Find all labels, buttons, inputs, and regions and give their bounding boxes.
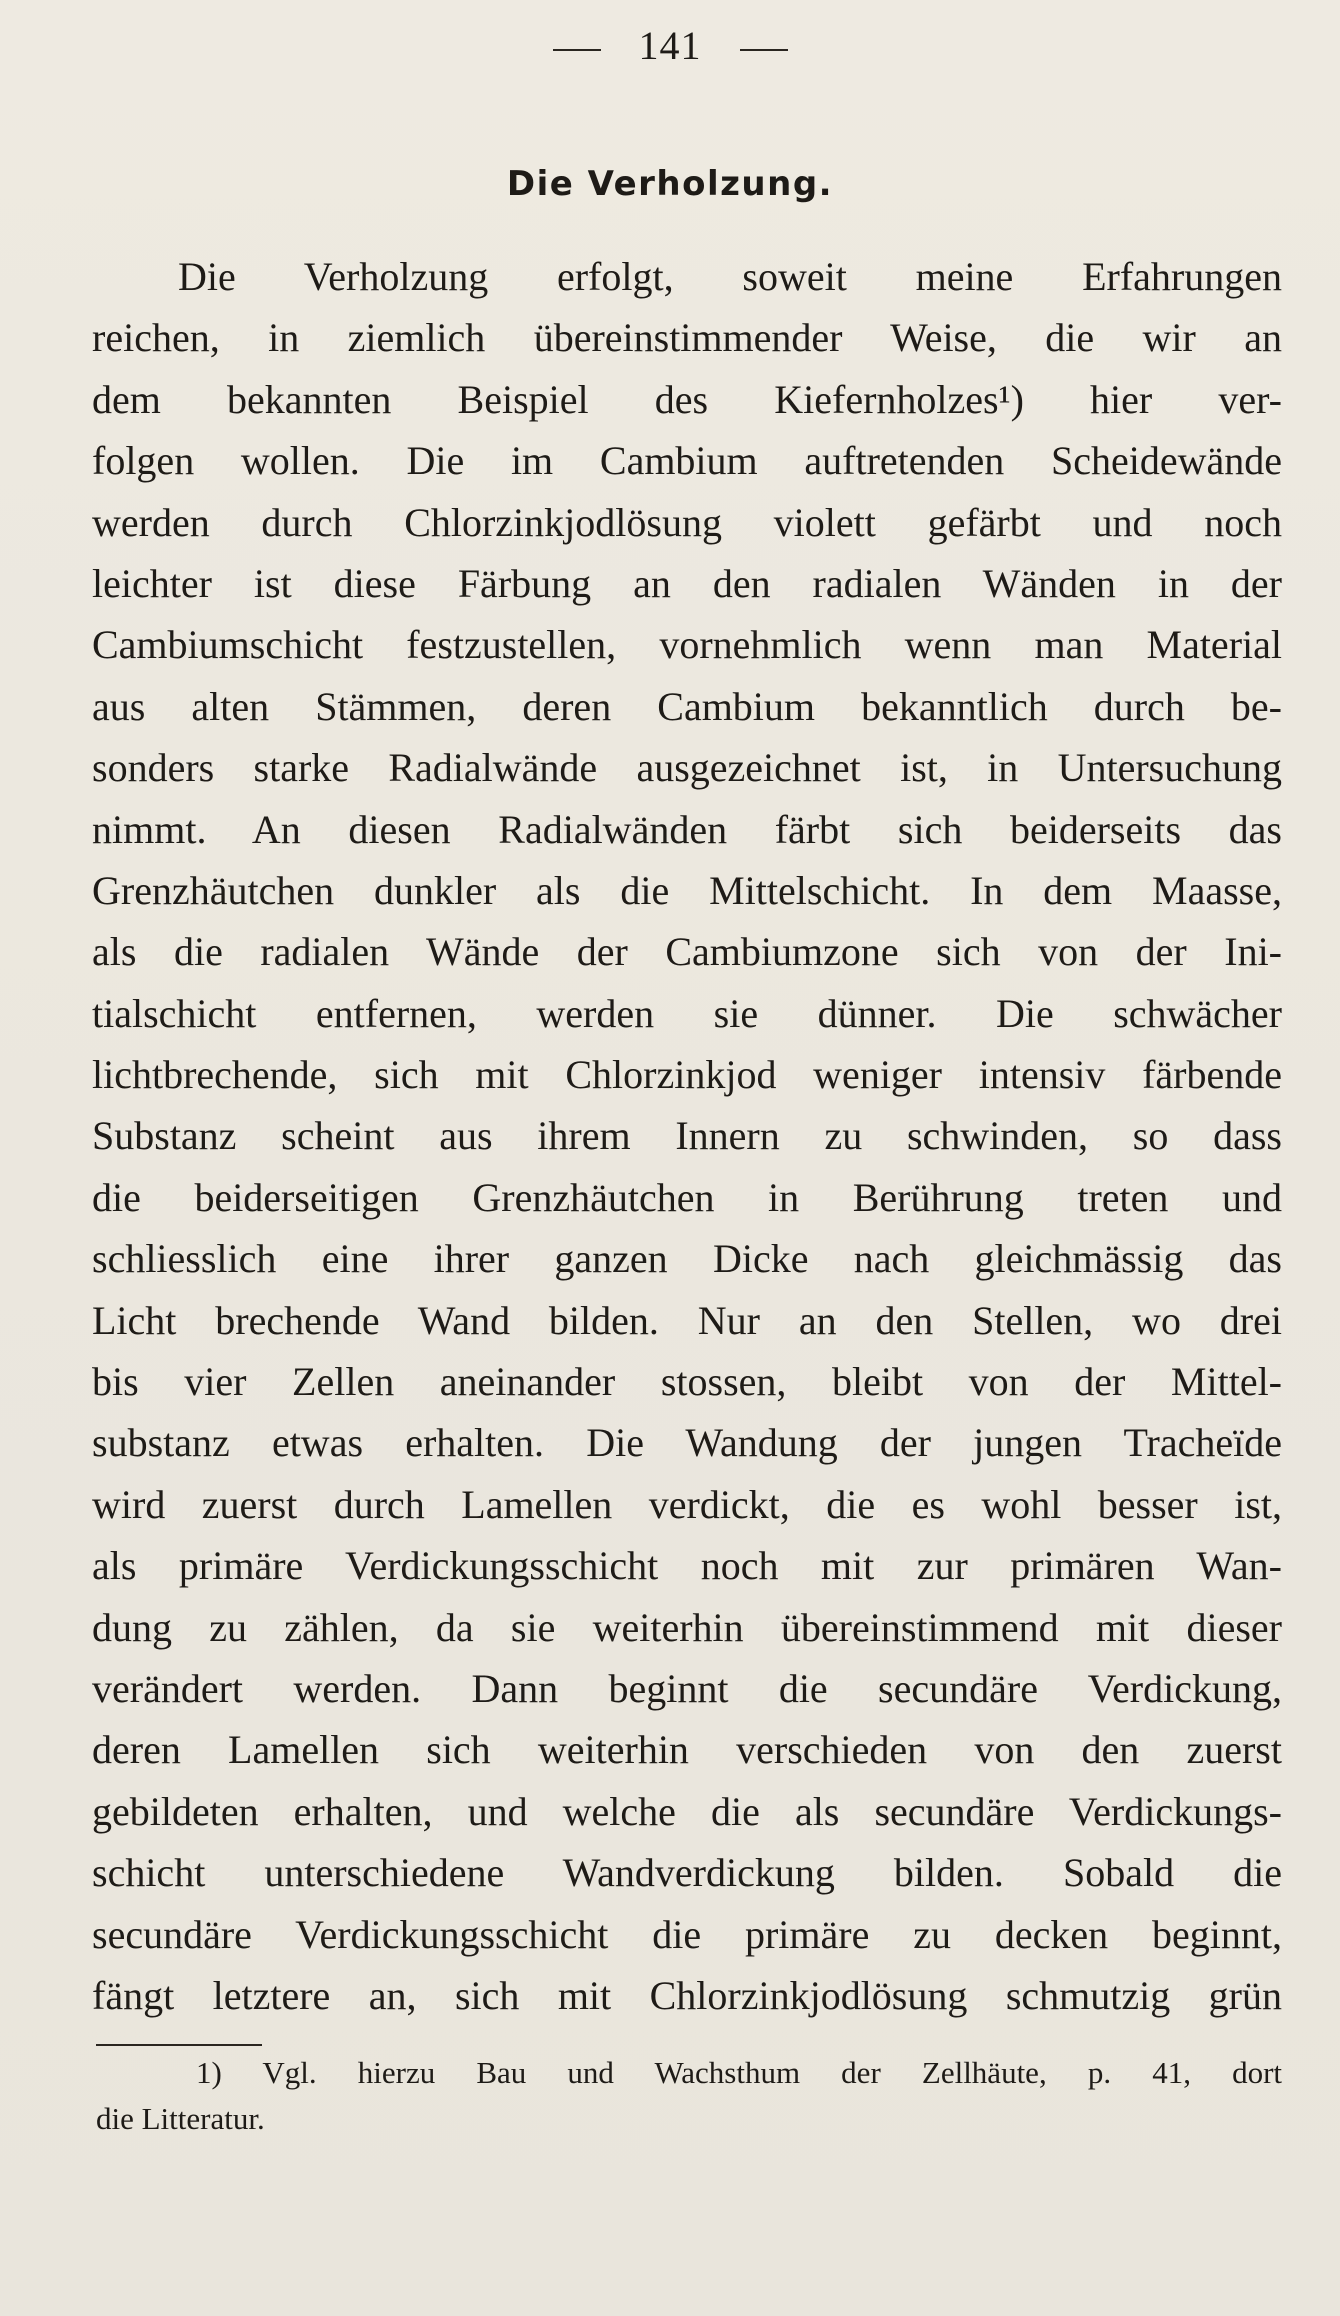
- section-heading: Die Verholzung.: [506, 164, 834, 204]
- text-line: fängt letztere an, sich mit Chlorzinkjodlösung schmutzig grün: [92, 1972, 1282, 2018]
- text-line: substanz etwas erhalten. Die Wandung der jungen Tracheïde: [92, 1420, 1282, 1466]
- page-number-dash-left: [553, 49, 601, 51]
- text-line: gebildeten erhalten, und welche die als secundäre Verdickungs-: [92, 1788, 1282, 1834]
- text-line: folgen wollen. Die im Cambium auftretenden Scheidewände: [92, 438, 1282, 484]
- text-line: schicht unterschiedene Wandverdickung bilden. Sobald die: [92, 1850, 1282, 1896]
- text-line: leichter ist diese Färbung an den radialen Wänden in der: [92, 560, 1282, 606]
- text-line: Licht brechende Wand bilden. Nur an den Stellen, wo drei: [92, 1297, 1282, 1343]
- text-line: secundäre Verdickungsschicht die primäre zu decken beginnt,: [92, 1911, 1282, 1957]
- body-text: [92, 246, 1282, 2026]
- text-line: aus alten Stämmen, deren Cambium bekanntlich durch be-: [92, 683, 1282, 729]
- text-line: verändert werden. Dann beginnt die secundäre Verdickung,: [92, 1665, 1282, 1711]
- text-line: als primäre Verdickungsschicht noch mit zur primären Wan-: [92, 1543, 1282, 1589]
- text-line: deren Lamellen sich weiterhin verschieden von den zuerst: [92, 1727, 1282, 1773]
- page-number-text: 141: [638, 23, 702, 68]
- text-line: dem bekannten Beispiel des Kiefernholzes¹) hier ver-: [92, 376, 1282, 422]
- text-line: Cambiumschicht festzustellen, vornehmlich wenn man Material: [92, 622, 1282, 668]
- text-line: wird zuerst durch Lamellen verdickt, die es wohl besser ist,: [92, 1481, 1282, 1527]
- text-line: schliesslich eine ihrer ganzen Dicke nach gleichmässig das: [92, 1236, 1282, 1282]
- text-line: Die Verholzung erfolgt, soweit meine Erfahrungen: [178, 254, 1282, 299]
- text-line: werden durch Chlorzinkjodlösung violett gefärbt und noch: [92, 499, 1282, 545]
- text-line: lichtbrechende, sich mit Chlorzinkjod weniger intensiv färbende: [92, 1052, 1282, 1098]
- page-number: [0, 22, 1340, 69]
- text-line: Substanz scheint aus ihrem Innern zu schwinden, so dass: [92, 1113, 1282, 1159]
- text-line: dung zu zählen, da sie weiterhin übereinstimmend mit dieser: [92, 1604, 1282, 1650]
- text-line: Grenzhäutchen dunkler als die Mittelschicht. In dem Maasse,: [92, 867, 1282, 913]
- text-line: bis vier Zellen aneinander stossen, bleibt von der Mittel-: [92, 1359, 1282, 1405]
- text-line: die beiderseitigen Grenzhäutchen in Berührung treten und: [92, 1174, 1282, 1220]
- text-line: tialschicht entfernen, werden sie dünner. Die schwächer: [92, 990, 1282, 1036]
- footnote: [96, 2050, 1282, 2142]
- text-line: als die radialen Wände der Cambiumzone sich von der Ini-: [92, 929, 1282, 975]
- page-number-dash-right: [740, 49, 788, 51]
- text-line: sonders starke Radialwände ausgezeichnet ist, in Untersuchung: [92, 745, 1282, 791]
- text-line: nimmt. An diesen Radialwänden färbt sich beiderseits das: [92, 806, 1282, 852]
- footnote-line: 1) Vgl. hierzu Bau und Wachsthum der Zellhäute, p. 41, dort: [196, 2055, 1282, 2090]
- footnote-line: die Litteratur.: [96, 2101, 265, 2136]
- text-line: reichen, in ziemlich übereinstimmender Weise, die wir an: [92, 315, 1282, 361]
- footnote-rule: [96, 2044, 262, 2046]
